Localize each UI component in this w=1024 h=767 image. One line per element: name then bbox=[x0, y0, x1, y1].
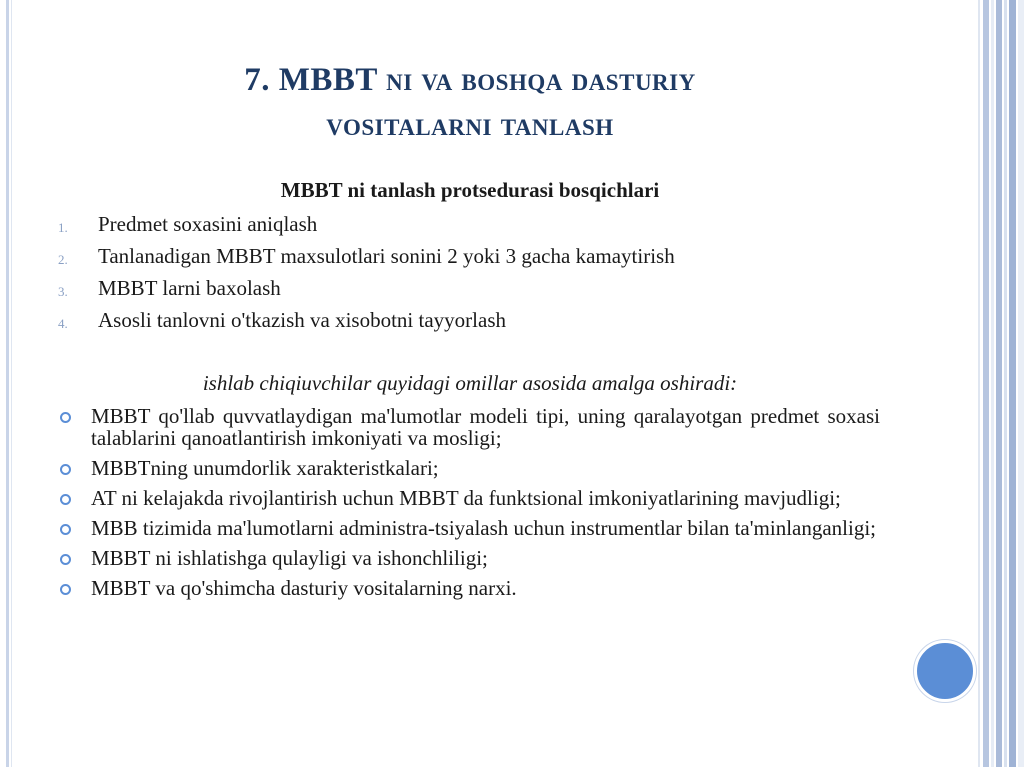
right-stripe bbox=[1004, 0, 1007, 767]
right-stripe bbox=[1009, 0, 1016, 767]
step-number: 4. bbox=[58, 316, 68, 331]
left-border-line-thin bbox=[11, 0, 12, 767]
step-item bbox=[58, 276, 888, 308]
right-stripe bbox=[1018, 0, 1024, 767]
bullet-circle-icon bbox=[60, 584, 71, 595]
step-number: 2. bbox=[58, 252, 68, 267]
section-subheading: MBBT ni tanlash protsedurasi bosqichlari bbox=[280, 178, 660, 202]
title-abbrev: MBBT bbox=[278, 62, 378, 98]
step-text: Tanlanadigan MBBT maxsulotlari sonini 2 yoki 3 gacha kamaytirish bbox=[98, 244, 675, 268]
right-stripe bbox=[991, 0, 994, 767]
factor-item bbox=[58, 577, 880, 599]
bullet-circle-icon bbox=[60, 554, 71, 565]
bullet-circle-icon bbox=[60, 464, 71, 475]
bullet-circle-icon bbox=[60, 524, 71, 535]
bullet-circle-icon bbox=[60, 494, 71, 505]
factor-text: MBBT qo'llab quvvatlaydigan ma'lumotlar modeli tipi, uning qaralayotgan predmet soxasi talablarini qanoatlantirish imkoniyati va mosligi; bbox=[91, 404, 880, 450]
right-stripe bbox=[996, 0, 1002, 767]
right-stripe bbox=[978, 0, 980, 767]
title-rest: ni va boshqa dasturiy bbox=[386, 62, 696, 98]
factor-text: AT ni kelajakda rivojlantirish uchun MBBT da funktsional imkoniyatlarining mavjudligi; bbox=[91, 486, 841, 510]
factor-item bbox=[58, 457, 880, 479]
slide-title bbox=[60, 58, 880, 148]
step-text: Asosli tanlovni o'tkazish va xisobotni tayyorlash bbox=[98, 308, 506, 332]
factor-item bbox=[58, 547, 880, 569]
step-number: 1. bbox=[58, 220, 68, 235]
step-text: Predmet soxasini aniqlash bbox=[98, 212, 318, 236]
factors-intro: ishlab chiqiuvchilar quyidagi omillar asosida amalga oshiradi: bbox=[202, 371, 738, 395]
title-number: 7. bbox=[244, 62, 271, 98]
step-item bbox=[58, 212, 888, 244]
factors-list bbox=[58, 405, 880, 607]
factor-item bbox=[58, 487, 880, 509]
bullet-circle-icon bbox=[60, 412, 71, 423]
factor-text: MBBTning unumdorlik xarakteristkalari; bbox=[91, 456, 439, 480]
factor-text: MBB tizimida ma'lumotlarni administra-tsiyalash uchun instrumentlar bilan ta'minlanganligi; bbox=[91, 516, 877, 540]
step-text: MBBT larni baxolash bbox=[98, 276, 281, 300]
left-border-line bbox=[6, 0, 9, 767]
factor-item bbox=[58, 405, 880, 449]
title-line-2: vositalarni tanlash bbox=[326, 107, 614, 143]
step-item bbox=[58, 308, 888, 340]
factor-text: MBBT ni ishlatishga qulayligi va ishonchliligi; bbox=[91, 546, 488, 570]
step-item bbox=[58, 244, 888, 276]
factor-text: MBBT va qo'shimcha dasturiy vositalarning narxi. bbox=[91, 576, 517, 600]
factor-item bbox=[58, 517, 880, 539]
step-number: 3. bbox=[58, 284, 68, 299]
steps-list bbox=[58, 212, 888, 340]
right-stripe bbox=[983, 0, 989, 767]
title-line-1 bbox=[60, 58, 880, 103]
decorative-circle bbox=[914, 640, 976, 702]
